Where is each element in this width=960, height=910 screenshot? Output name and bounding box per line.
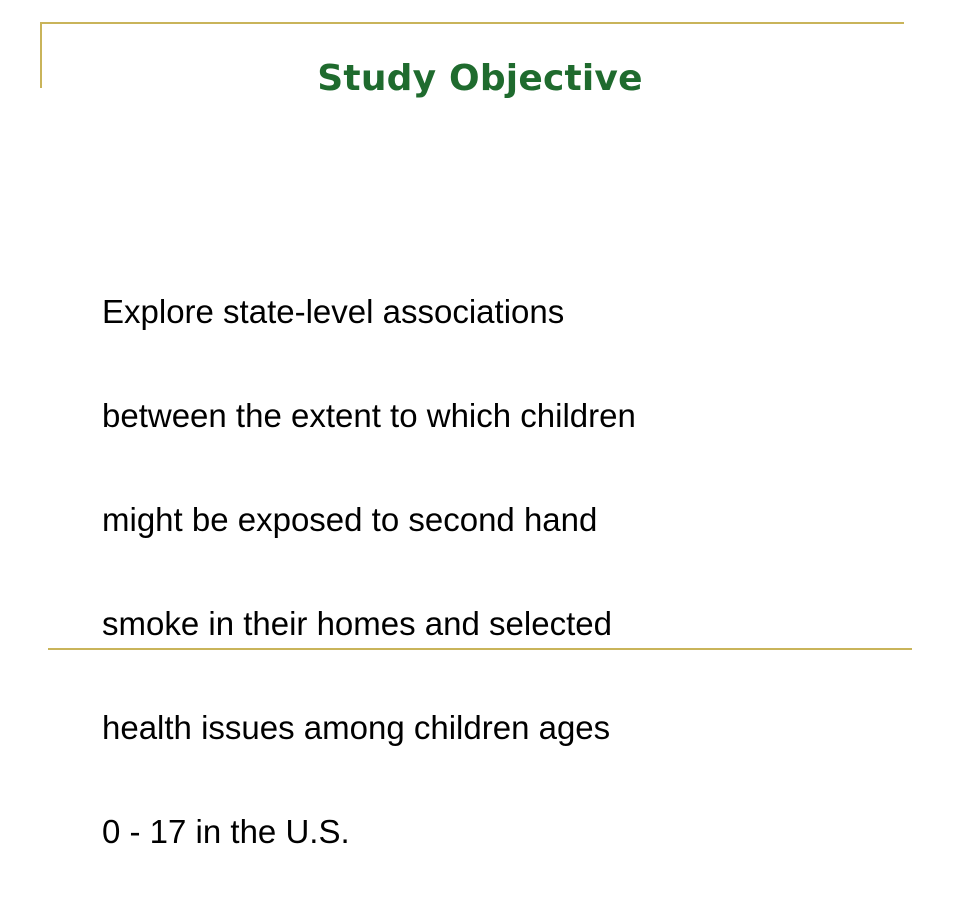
body-line: between the extent to which children [102,397,636,434]
body-line: Explore state-level associations [102,293,565,330]
slide-title: Study Objective [317,58,643,99]
bottom-horizontal-rule [48,648,912,650]
body-line: smoke in their homes and selected [102,605,612,642]
body-line: 0 - 17 in the U.S. [102,813,350,850]
top-horizontal-rule [40,22,904,24]
body-line: might be exposed to second hand [102,501,598,538]
slide-body [102,234,902,910]
body-line: health issues among children ages [102,709,611,746]
